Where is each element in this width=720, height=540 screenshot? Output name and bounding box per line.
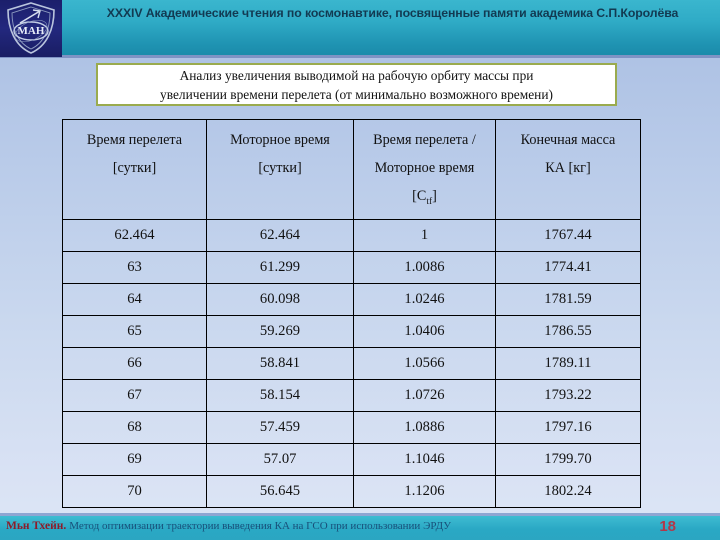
- cell-ratio: 1.0086: [354, 252, 496, 284]
- column-header-line-2: Моторное время: [374, 160, 475, 176]
- column-header-line-2: [сутки]: [112, 160, 157, 176]
- cell-flight-time: 69: [63, 444, 207, 476]
- cell-final-mass: 1793.22: [496, 380, 641, 412]
- cell-final-mass: 1802.24: [496, 476, 641, 508]
- cell-flight-time: 66: [63, 348, 207, 380]
- cell-ratio: 1.0886: [354, 412, 496, 444]
- cell-motor-time: 62.464: [207, 220, 354, 252]
- cell-final-mass: 1789.11: [496, 348, 641, 380]
- column-header-final-mass: [496, 120, 641, 220]
- footer-citation: [6, 520, 451, 532]
- cell-ratio: 1.1046: [354, 444, 496, 476]
- cell-flight-time: 65: [63, 316, 207, 348]
- column-header-symbol: $[C_{tf}]$: [412, 188, 437, 207]
- cell-flight-time: 68: [63, 412, 207, 444]
- cell-ratio: 1.0246: [354, 284, 496, 316]
- column-header-line-2: КА [кг]: [545, 160, 591, 176]
- cell-flight-time: 70: [63, 476, 207, 508]
- table-body: [63, 220, 641, 508]
- cell-motor-time: 56.645: [207, 476, 354, 508]
- cell-motor-time: 61.299: [207, 252, 354, 284]
- table-row: [63, 220, 641, 252]
- column-header-flight-time: [63, 120, 207, 220]
- analysis-table: [62, 119, 641, 508]
- subscript-tf: tf: [426, 196, 433, 207]
- cell-final-mass: 1767.44: [496, 220, 641, 252]
- column-header-line-1: Время перелета: [86, 132, 183, 148]
- cell-final-mass: 1786.55: [496, 316, 641, 348]
- cell-flight-time: 67: [63, 380, 207, 412]
- cell-motor-time: 57.459: [207, 412, 354, 444]
- column-header-line-2: [сутки]: [258, 160, 302, 176]
- table-row: [63, 316, 641, 348]
- cell-final-mass: 1797.16: [496, 412, 641, 444]
- table-row: [63, 252, 641, 284]
- cell-final-mass: 1799.70: [496, 444, 641, 476]
- cell-motor-time: 60.098: [207, 284, 354, 316]
- table-row: [63, 444, 641, 476]
- subtitle-box: [96, 63, 617, 106]
- table-row: [63, 348, 641, 380]
- header-banner-edge: [0, 55, 720, 58]
- column-header-line-1: Конечная масса: [520, 132, 616, 148]
- cell-ratio: 1.0726: [354, 380, 496, 412]
- table-header-row: [63, 120, 641, 220]
- cell-ratio: 1: [354, 220, 496, 252]
- subtitle-line-2: увеличении времени перелета (от минимально возможного времени): [160, 86, 553, 102]
- cell-final-mass: 1774.41: [496, 252, 641, 284]
- table-row: [63, 476, 641, 508]
- column-header-motor-time: [207, 120, 354, 220]
- page-number: 18: [659, 518, 676, 535]
- shield-logo-icon: [3, 1, 59, 56]
- cell-flight-time: 64: [63, 284, 207, 316]
- cell-motor-time: 59.269: [207, 316, 354, 348]
- subtitle-text: [154, 66, 559, 104]
- footer-author: Мьн Тхейн.: [6, 520, 67, 532]
- cell-ratio: 1.1206: [354, 476, 496, 508]
- column-header-line-1: Моторное время: [230, 132, 330, 148]
- table-row: [63, 284, 641, 316]
- page-title: XXXIV Академические чтения по космонавтике, посвященные памяти академика С.П.Королёва: [106, 6, 679, 20]
- cell-motor-time: 58.841: [207, 348, 354, 380]
- cell-flight-time: 63: [63, 252, 207, 284]
- cell-ratio: 1.0566: [354, 348, 496, 380]
- cell-final-mass: 1781.59: [496, 284, 641, 316]
- subtitle-line-1: Анализ увеличения выводимой на рабочую орбиту массы при: [179, 67, 534, 83]
- table-row: [63, 412, 641, 444]
- cell-motor-time: 57.07: [207, 444, 354, 476]
- table-row: [63, 380, 641, 412]
- column-header-line-1: Время перелета /: [373, 132, 476, 148]
- organization-logo: [0, 0, 62, 57]
- cell-ratio: 1.0406: [354, 316, 496, 348]
- svg-text:МАН: МАН: [17, 25, 45, 37]
- cell-motor-time: 58.154: [207, 380, 354, 412]
- footer-subject: Метод оптимизации траектории выведения КА на ГСО при использовании ЭРДУ: [69, 520, 452, 532]
- cell-flight-time: 62.464: [63, 220, 207, 252]
- column-header-ratio: [354, 120, 496, 220]
